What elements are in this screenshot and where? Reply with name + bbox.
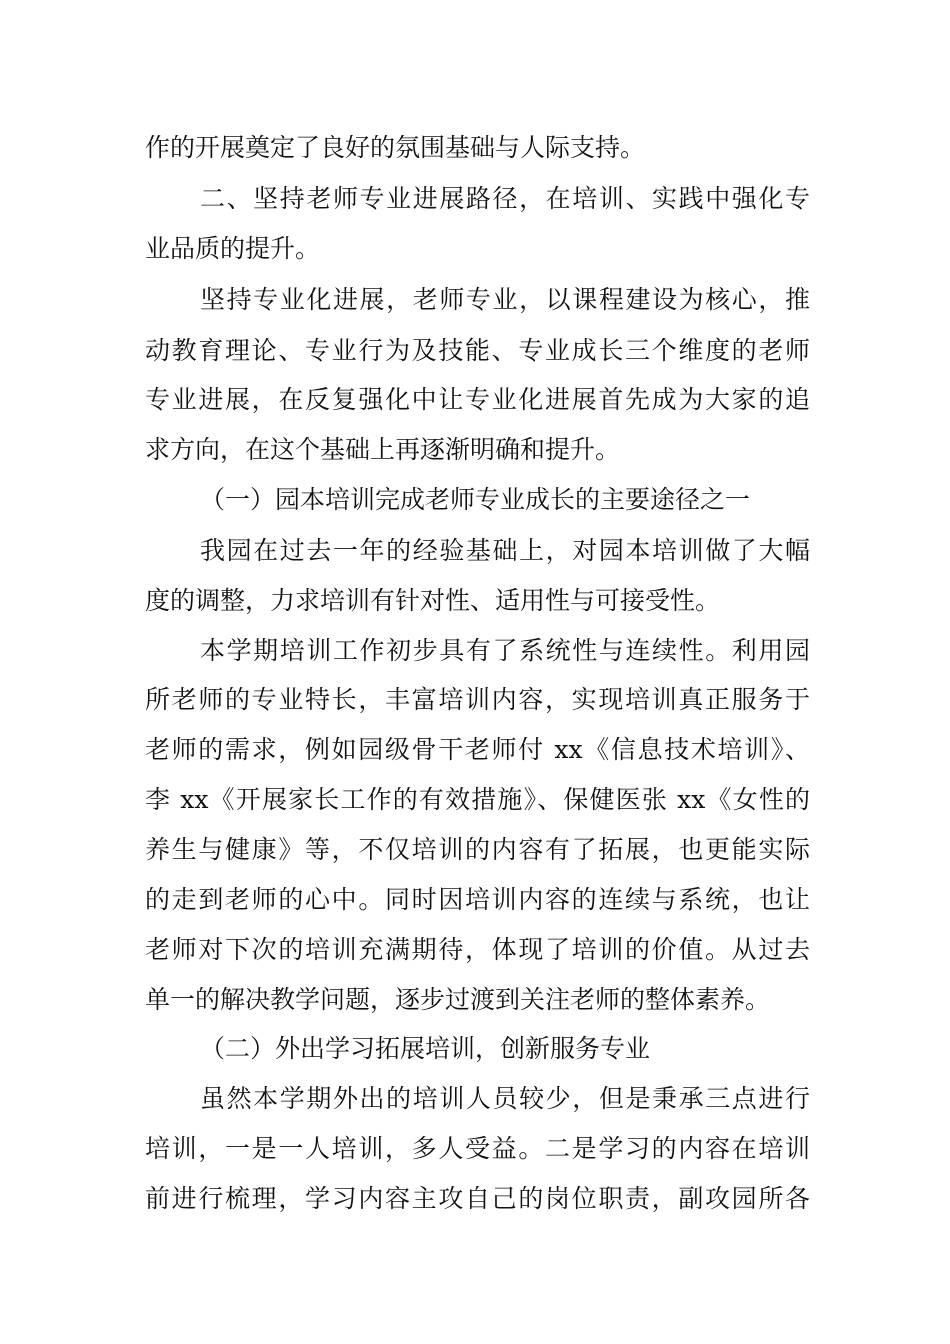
text-line: 老师对下次的培训充满期待，体现了培训的价值。从过去 (145, 935, 810, 964)
subsection-heading: （二）外出学习拓展培训，创新服务专业 (200, 1034, 651, 1063)
text-line: 作的开展奠定了良好的氛围基础与人际支持。 (145, 133, 646, 162)
text-line: 专业进展，在反复强化中让专业化进展首先成为大家的追 (145, 385, 810, 414)
text-line: 的走到老师的心中。同时因培训内容的连续与系统，也让 (145, 885, 810, 914)
text-line: 度的调整，力求培训有针对性、适用性与可接受性。 (145, 586, 721, 615)
text-line: 培训，一是一人培训，多人受益。二是学习的内容在培训 (145, 1134, 810, 1163)
text-line: 动教育理论、专业行为及技能、专业成长三个维度的老师 (145, 336, 810, 365)
subsection-heading: （一）园本培训完成老师专业成长的主要途径之一 (200, 485, 751, 514)
text-line: 虽然本学期外出的培训人员较少，但是秉承三点进行 (200, 1084, 810, 1113)
text-line: 李 xx《开展家长工作的有效措施》、保健医张 xx《女性的 (145, 785, 810, 814)
text-line: 所老师的专业特长，丰富培训内容，实现培训真正服务于 (145, 685, 810, 714)
text-line: 我园在过去一年的经验基础上，对园本培训做了大幅 (200, 536, 810, 565)
text-line: 坚持专业化进展，老师专业，以课程建设为核心，推 (200, 285, 810, 314)
text-line: 业品质的提升。 (145, 234, 321, 263)
text-line: 求方向，在这个基础上再逐渐明确和提升。 (145, 435, 621, 464)
text-line: 单一的解决教学问题，逐步过渡到关注老师的整体素养。 (145, 985, 771, 1014)
text-line: 本学期培训工作初步具有了系统性与连续性。利用园 (200, 636, 810, 665)
text-line: 老师的需求，例如园级骨干老师付 xx《信息技术培训》、 (145, 735, 810, 764)
section-heading: 二、坚持老师专业进展路径，在培训、实践中强化专 (200, 184, 810, 213)
text-line: 前进行梳理，学习内容主攻自己的岗位职责，副攻园所各 (145, 1184, 810, 1213)
text-line: 养生与健康》等，不仅培训的内容有了拓展，也更能实际 (145, 835, 810, 864)
